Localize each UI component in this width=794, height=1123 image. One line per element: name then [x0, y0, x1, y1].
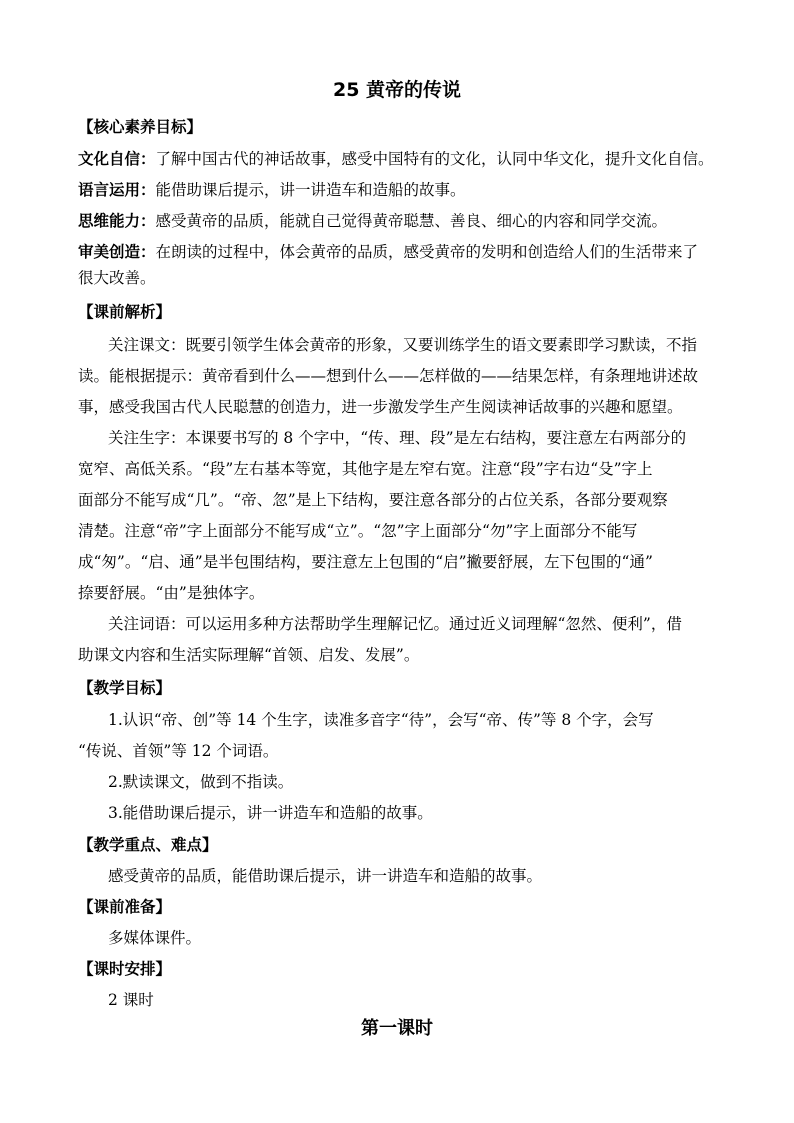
section-heading-core-goals: 【核心素养目标】: [78, 118, 203, 136]
analysis-p3-line: 助课文内容和生活实际理解“首领、启发、发展”。: [78, 646, 420, 664]
aesthetic-text-1: 在朗读的过程中，体会黄帝的品质，感受黄帝的发明和创造给人们的生活带来了: [155, 243, 699, 261]
section-heading-teaching-goals: 【教学目标】: [78, 679, 172, 697]
analysis-p1-line: 读。能根据提示：黄帝看到什么——想到什么——怎样做的——结果怎样，有条理地讲述故: [78, 367, 699, 385]
analysis-p2-line: 关注生字：本课要书写的 8 个字中，“传、理、段”是左右结构，要注意左右两部分的: [108, 429, 687, 447]
key-points-text: 感受黄帝的品质，能借助课后提示，讲一讲造车和造船的故事。: [108, 867, 543, 885]
core-goal-thinking: [78, 211, 738, 231]
lesson-title: 第一课时: [361, 1018, 433, 1039]
preparation-text: 多媒体课件。: [108, 929, 202, 947]
teaching-goal-1-line-2: “传说、首领”等 12 个词语。: [78, 742, 279, 760]
section-heading-analysis: 【课前解析】: [78, 303, 172, 321]
core-goal-culture: [78, 149, 738, 169]
schedule-text: 2 课时: [108, 991, 154, 1009]
teaching-goal-1-line-1: 1.认识“帝、创”等 14 个生字，读准多音字“待”，会写“帝、传”等 8 个字，会写: [108, 711, 654, 729]
section-heading-schedule: 【课时安排】: [78, 960, 172, 978]
teaching-goal-2: 2.默读课文，做到不指读。: [108, 773, 294, 791]
aesthetic-text-2: 很大改善。: [78, 269, 156, 287]
section-heading-preparation: 【课前准备】: [78, 898, 172, 916]
analysis-p1-line: 关注课文：既要引领学生体会黄帝的形象，又要训练学生的语文要素即学习默读，不指: [108, 336, 698, 354]
language-text: 能借助课后提示，讲一讲造车和造船的故事。: [155, 181, 466, 199]
analysis-p1-line: 事，感受我国古代人民聪慧的创造力，进一步激发学生产生阅读神话故事的兴趣和愿望。: [78, 398, 683, 416]
analysis-p2-line: 面部分不能写成“几”。“帝、忽”是上下结构，要注意各部分的占位关系，各部分要观察: [78, 491, 668, 509]
analysis-p2-line: 宽窄、高低关系。“段”左右基本等宽，其他字是左窄右宽。注意“段”字右边“殳”字上: [78, 460, 653, 478]
core-goal-aesthetic: [78, 242, 738, 262]
section-heading-key-points: 【教学重点、难点】: [78, 836, 218, 854]
culture-label: 文化自信：: [78, 150, 156, 168]
thinking-text: 感受黄帝的品质，能就自己觉得黄帝聪慧、善良、细心的内容和同学交流。: [155, 212, 668, 230]
analysis-p2-line: 清楚。注意“帝”字上面部分不能写成“立”。“忽”字上面部分“勿”字上面部分不能写: [78, 522, 638, 540]
core-goal-language: [78, 180, 738, 200]
analysis-p2-line: 成“匆”。“启、通”是半包围结构，要注意左上包围的“启”撇要舒展，左下包围的“通”: [78, 553, 653, 571]
aesthetic-label: 审美创造：: [78, 243, 156, 261]
language-label: 语言运用：: [78, 181, 156, 199]
teaching-goal-3: 3.能借助课后提示，讲一讲造车和造船的故事。: [108, 804, 433, 822]
thinking-label: 思维能力：: [78, 212, 156, 230]
culture-text: 了解中国古代的神话故事，感受中国特有的文化，认同中华文化，提升文化自信。: [155, 150, 714, 168]
analysis-p3-line: 关注词语：可以运用多种方法帮助学生理解记忆。通过近义词理解“忽然、便利”，借: [108, 615, 682, 633]
analysis-p2-line: 捺要舒展。“由”是独体字。: [78, 584, 265, 602]
document-title: 25 黄帝的传说: [332, 79, 462, 101]
